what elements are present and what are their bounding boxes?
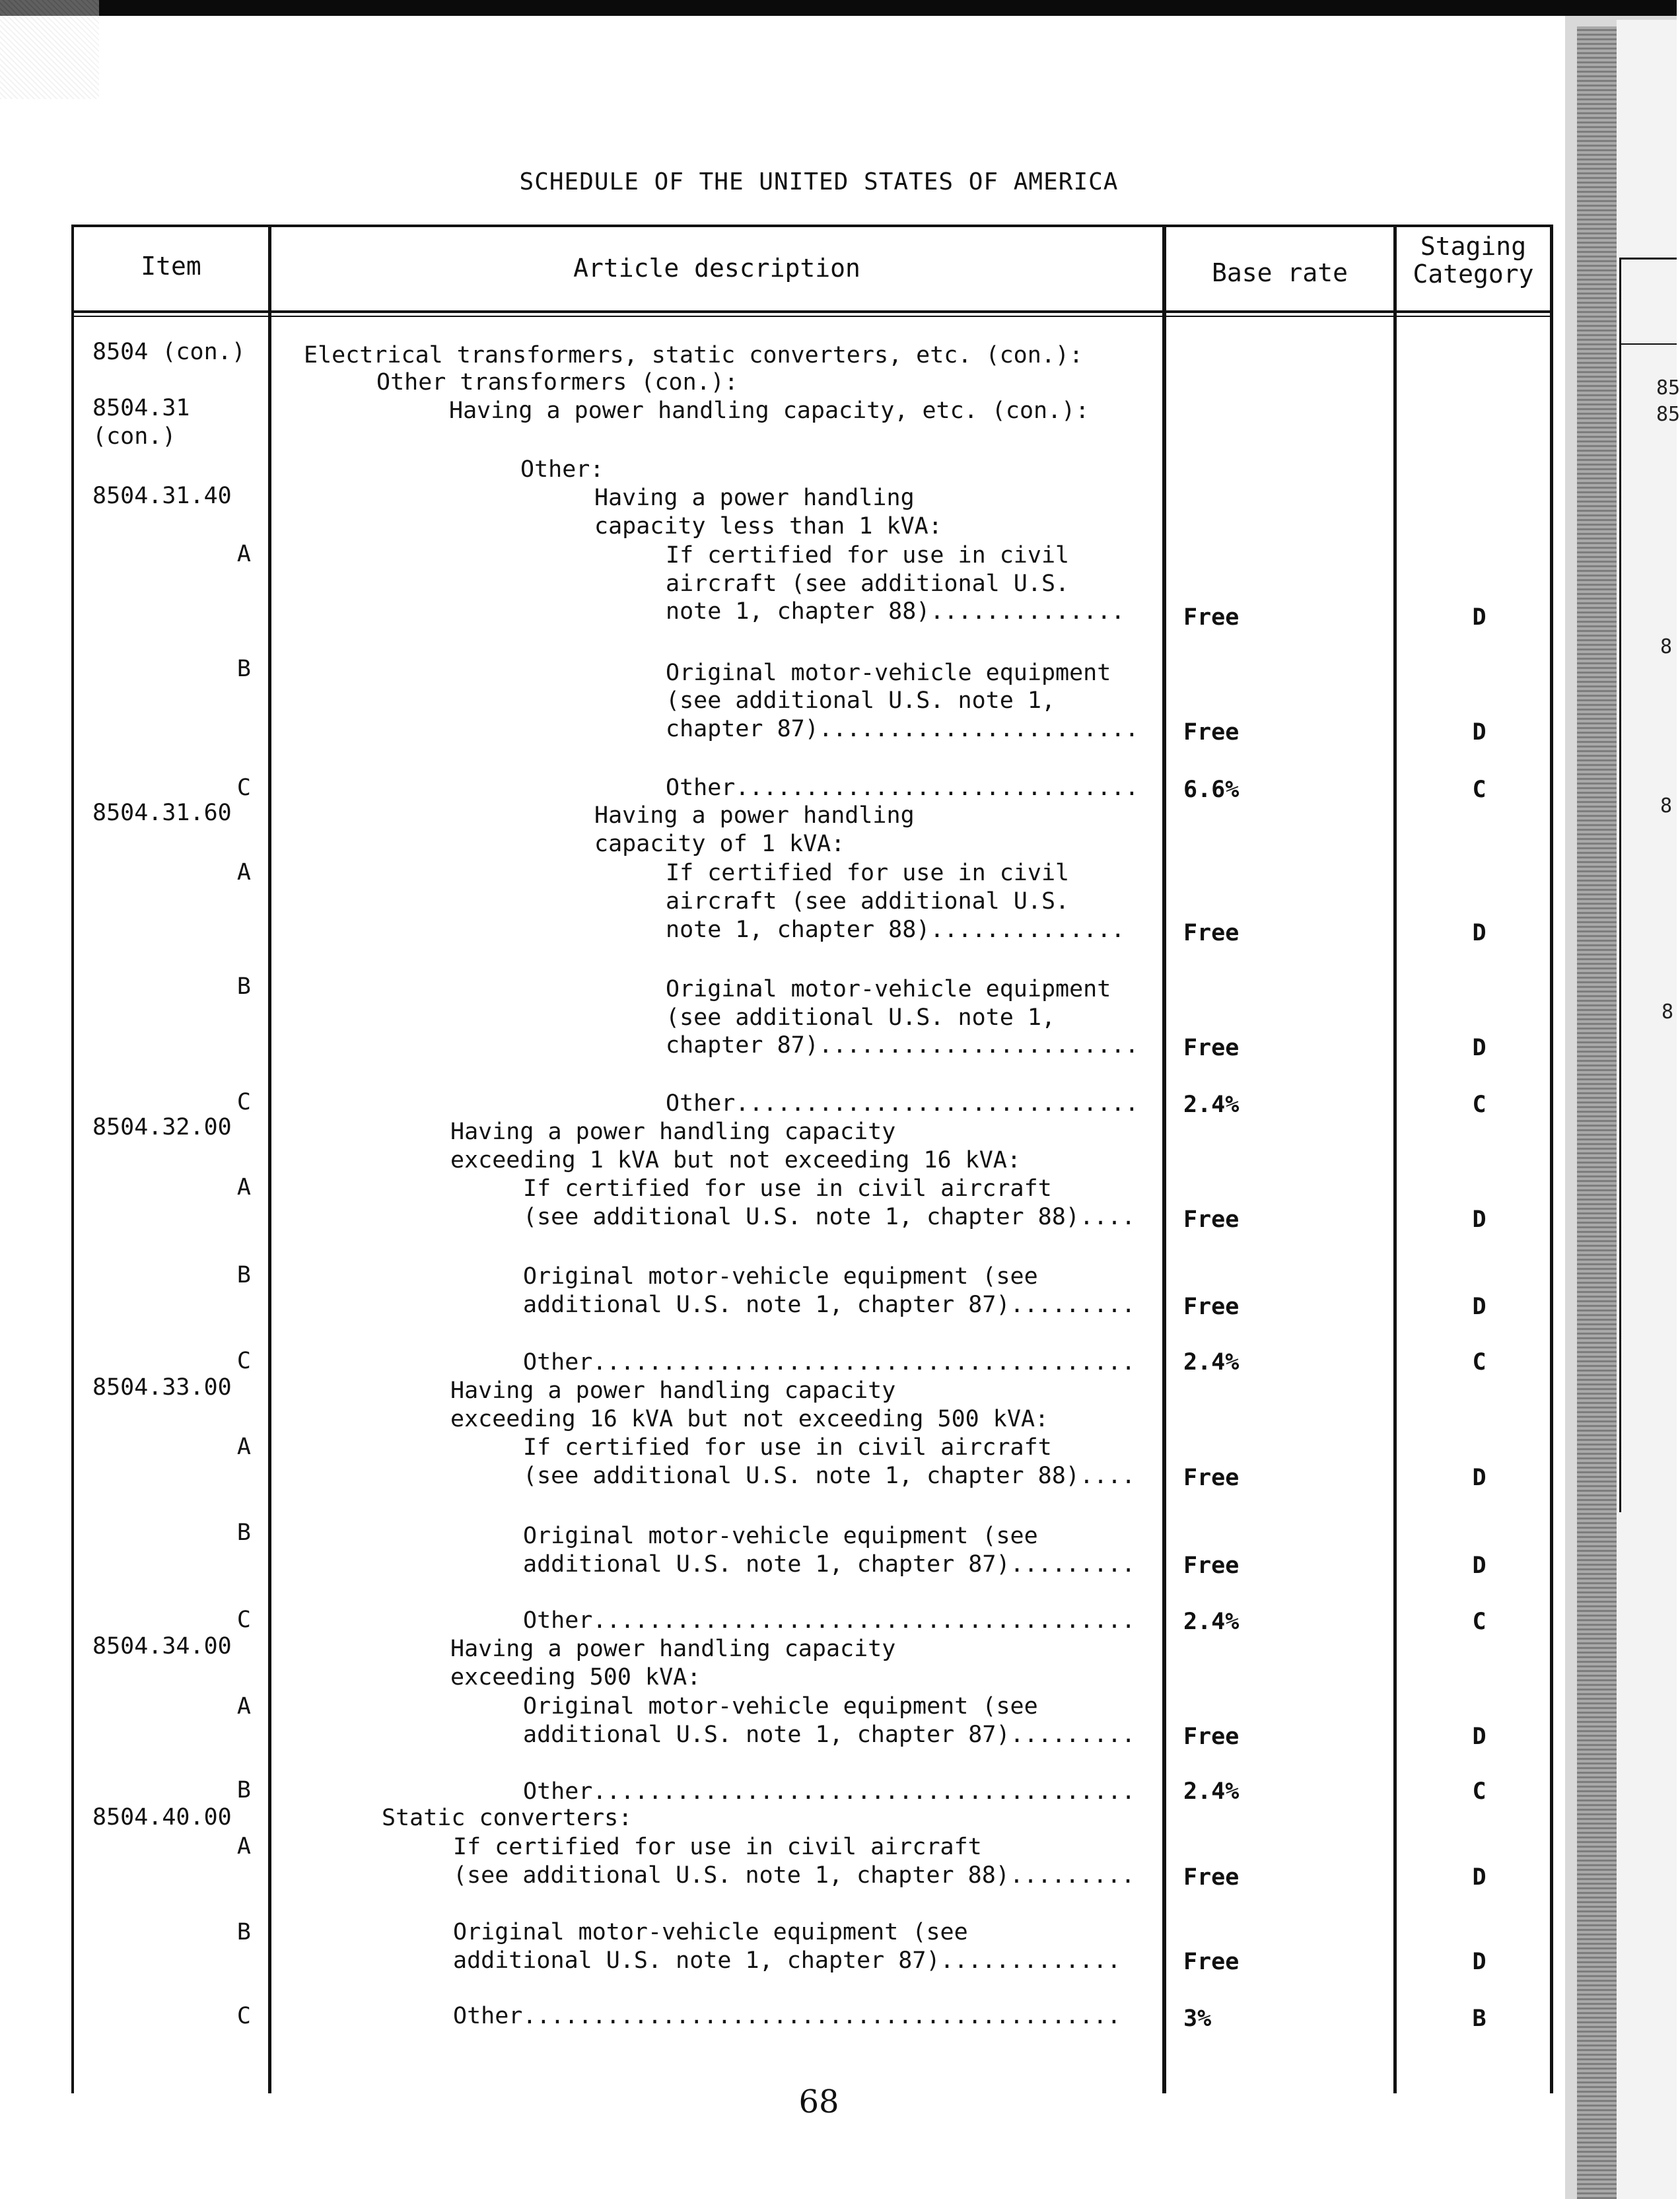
base-rate: Free	[1183, 1294, 1240, 1320]
article-description: additional U.S. note 1, chapter 87).............	[453, 1947, 1121, 1974]
base-rate: Free	[1183, 1949, 1240, 1975]
base-rate: Free	[1183, 1553, 1240, 1579]
article-description: Other:	[520, 456, 604, 483]
article-description: Other.......................................	[523, 1778, 1136, 1805]
article-description: If certified for use in civil aircraft	[523, 1434, 1052, 1461]
staging-category: D	[1472, 604, 1487, 631]
staging-category: D	[1472, 1465, 1487, 1491]
item-suffix: C	[236, 1348, 251, 1374]
article-description: exceeding 500 kVA:	[450, 1664, 701, 1691]
staging-category: C	[1472, 1778, 1487, 1805]
base-rate: Free	[1183, 920, 1240, 946]
base-rate: 3%	[1183, 2006, 1212, 2032]
article-description: Original motor-vehicle equipment (see	[523, 1693, 1038, 1720]
adjacent-page-fragment: 85	[1656, 403, 1680, 426]
item-suffix: C	[236, 775, 251, 801]
article-description: additional U.S. note 1, chapter 87).........	[523, 1722, 1136, 1748]
article-description: (see additional U.S. note 1,	[666, 1004, 1056, 1031]
article-description: Other.......................................	[523, 1349, 1136, 1376]
base-rate: 2.4%	[1183, 1778, 1240, 1805]
adjacent-page-fragment: 8	[1662, 1000, 1674, 1024]
page-number: 68	[798, 2083, 839, 2120]
item-suffix: A	[236, 1693, 251, 1720]
article-description: chapter 87).......................	[666, 1032, 1139, 1059]
schedule-title: SCHEDULE OF THE UNITED STATES OF AMERICA	[519, 168, 1119, 195]
article-description: If certified for use in civil	[666, 860, 1070, 886]
article-description: chapter 87).......................	[666, 716, 1139, 742]
article-description: Having a power handling capacity	[450, 1636, 896, 1662]
item-suffix: B	[236, 1519, 251, 1546]
staging-category: D	[1472, 1035, 1487, 1061]
item-suffix: C	[236, 1089, 251, 1115]
base-rate: 2.4%	[1183, 1609, 1240, 1635]
staging-category: D	[1472, 719, 1487, 746]
article-description: Original motor-vehicle equipment (see	[523, 1263, 1038, 1290]
item-number: 8504.31	[92, 395, 190, 421]
base-rate: Free	[1183, 719, 1240, 746]
staging-category: D	[1472, 1206, 1487, 1233]
staging-category: C	[1472, 1609, 1487, 1635]
column-rule	[1162, 225, 1166, 2093]
article-description: Having a power handling	[594, 485, 915, 511]
article-description: If certified for use in civil aircraft	[523, 1175, 1052, 1202]
item-suffix: A	[236, 859, 251, 886]
staging-category: C	[1472, 1349, 1487, 1376]
article-description: If certified for use in civil aircraft	[453, 1834, 982, 1860]
article-description: Having a power handling	[594, 802, 915, 829]
item-suffix: B	[236, 973, 251, 1000]
article-description: note 1, chapter 88)..............	[666, 917, 1125, 943]
article-description: aircraft (see additional U.S.	[666, 888, 1070, 915]
article-description: Original motor-vehicle equipment	[666, 660, 1111, 686]
adjacent-page-rule	[1619, 258, 1677, 260]
item-suffix: A	[236, 1833, 251, 1860]
item-suffix: B	[236, 1919, 251, 1945]
item-number: 8504.31.40	[92, 483, 232, 509]
article-description: Having a power handling capacity	[450, 1378, 896, 1404]
article-description: Original motor-vehicle equipment (see	[453, 1919, 968, 1945]
item-number: 8504 (con.)	[92, 339, 246, 365]
item-number: 8504.40.00	[92, 1804, 232, 1831]
article-description: Original motor-vehicle equipment	[666, 976, 1111, 1002]
item-number: 8504.32.00	[92, 1114, 232, 1140]
header-bottom-rule	[73, 310, 1553, 313]
item-number: 8504.31.60	[92, 800, 232, 826]
item-number: (con.)	[92, 423, 176, 450]
column-header-item: Item	[141, 252, 201, 281]
column-header-description: Article description	[573, 254, 860, 283]
staging-category: D	[1472, 1864, 1487, 1891]
adjacent-page-fragment: 8	[1660, 794, 1673, 818]
item-suffix: B	[236, 1262, 251, 1288]
column-header-base-rate: Base rate	[1212, 258, 1348, 287]
column-header-staging-line1: Staging	[1420, 232, 1527, 261]
adjacent-page	[1617, 20, 1677, 2199]
column-rule	[268, 225, 271, 2093]
staging-category: C	[1472, 777, 1487, 803]
article-description: Original motor-vehicle equipment (see	[523, 1523, 1038, 1549]
adjacent-page-fragment: 8	[1660, 635, 1673, 658]
base-rate: Free	[1183, 1206, 1240, 1233]
article-description: capacity of 1 kVA:	[594, 831, 845, 857]
article-description: Other.......................................	[523, 1607, 1136, 1634]
article-description: (see additional U.S. note 1,	[666, 687, 1056, 714]
item-number: 8504.33.00	[92, 1374, 232, 1401]
base-rate: 2.4%	[1183, 1349, 1240, 1376]
article-description: additional U.S. note 1, chapter 87).........	[523, 1551, 1136, 1578]
article-description: Having a power handling capacity, etc. (con.):	[449, 398, 1090, 424]
article-description: (see additional U.S. note 1, chapter 88).........	[453, 1862, 1135, 1889]
item-number: 8504.34.00	[92, 1633, 232, 1659]
item-suffix: C	[236, 2003, 251, 2029]
base-rate: 2.4%	[1183, 1092, 1240, 1118]
column-rule	[1550, 225, 1553, 2093]
item-suffix: C	[236, 1607, 251, 1633]
article-description: (see additional U.S. note 1, chapter 88)....	[523, 1463, 1136, 1489]
article-description: Other...........................................	[453, 2003, 1121, 2029]
article-description: (see additional U.S. note 1, chapter 88)....	[523, 1204, 1136, 1230]
adjacent-page-rule	[1619, 343, 1677, 345]
article-description: Other.............................	[666, 1090, 1139, 1117]
article-description: note 1, chapter 88)..............	[666, 598, 1125, 625]
item-suffix: B	[236, 1777, 251, 1803]
staging-category: D	[1472, 1724, 1487, 1750]
item-suffix: A	[236, 1434, 251, 1460]
base-rate: 6.6%	[1183, 777, 1240, 803]
column-header-staging-line2: Category	[1413, 260, 1534, 289]
article-description: aircraft (see additional U.S.	[666, 571, 1070, 597]
article-description: exceeding 1 kVA but not exceeding 16 kVA:	[450, 1147, 1021, 1173]
scan-top-edge	[0, 0, 1677, 16]
staging-category: D	[1472, 920, 1487, 946]
item-suffix: A	[236, 541, 251, 567]
article-description: additional U.S. note 1, chapter 87).........	[523, 1292, 1136, 1318]
article-description: Having a power handling capacity	[450, 1119, 896, 1145]
adjacent-page-fragment: 85	[1656, 376, 1680, 400]
scan-noise-corner	[0, 0, 99, 99]
staging-category: B	[1472, 2006, 1487, 2032]
base-rate: Free	[1183, 1864, 1240, 1891]
staging-category: C	[1472, 1092, 1487, 1118]
staging-category: D	[1472, 1553, 1487, 1579]
item-suffix: B	[236, 656, 251, 682]
staging-category: D	[1472, 1294, 1487, 1320]
article-description: Static converters:	[382, 1805, 633, 1831]
base-rate: Free	[1183, 1724, 1240, 1750]
article-description: If certified for use in civil	[666, 542, 1070, 569]
table-top-rule	[73, 225, 1553, 227]
base-rate: Free	[1183, 1465, 1240, 1491]
binding-shadow	[1577, 26, 1617, 2199]
item-suffix: A	[236, 1174, 251, 1201]
article-description: Other.............................	[666, 775, 1139, 801]
adjacent-page-rule	[1619, 258, 1621, 1512]
article-description: Electrical transformers, static converters, etc. (con.):	[304, 342, 1084, 368]
column-rule	[71, 225, 74, 2093]
header-bottom-rule	[73, 316, 1553, 317]
article-description: Other transformers (con.):	[376, 369, 738, 396]
article-description: exceeding 16 kVA but not exceeding 500 kVA:	[450, 1406, 1049, 1432]
staging-category: D	[1472, 1949, 1487, 1975]
article-description: capacity less than 1 kVA:	[594, 513, 942, 540]
base-rate: Free	[1183, 1035, 1240, 1061]
base-rate: Free	[1183, 604, 1240, 631]
column-rule	[1393, 225, 1397, 2093]
